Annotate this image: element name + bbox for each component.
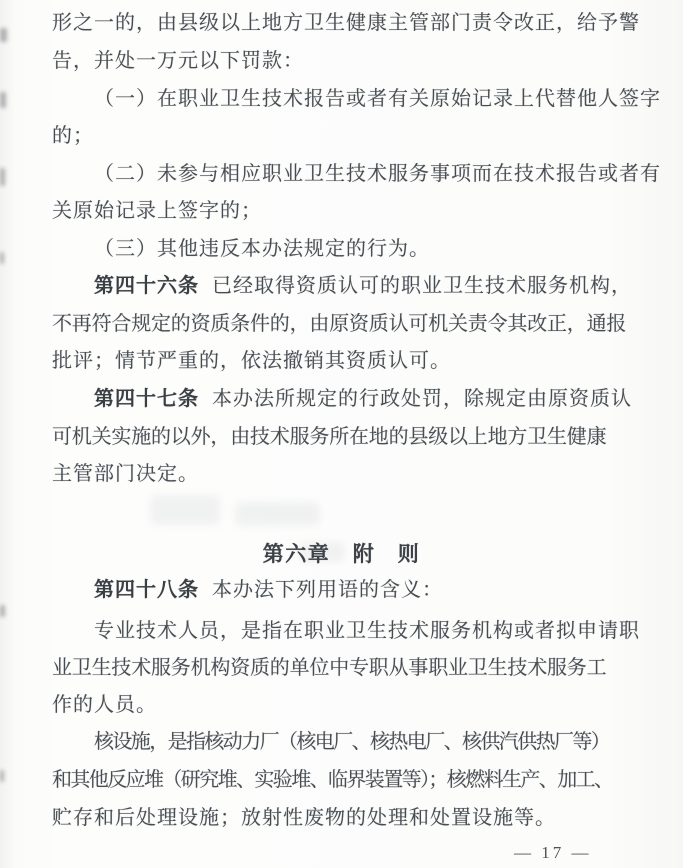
line-text: 本办法下列用语的含义： xyxy=(212,579,443,601)
line-text: （三）其他违反本办法规定的行为。 xyxy=(94,238,430,260)
text-line xyxy=(52,618,640,644)
scan-smudge xyxy=(0,770,4,782)
line-text: 已经取得资质认可的职业卫生技术服务机构， xyxy=(212,275,632,297)
page-number: — 17 — xyxy=(514,843,592,862)
line-text: 贮存和后处理设施；放射性废物的处理和处置设施等。 xyxy=(52,807,556,829)
line-text: 可机关实施的以外，由技术服务所在地的县级以上地方卫生健康 xyxy=(52,426,607,448)
text-line xyxy=(52,311,626,337)
line-text: 关原始记录上签字的； xyxy=(52,200,262,222)
article-number: 第四十八条 xyxy=(94,579,199,601)
line-text: 告，并处一万元以下罚款： xyxy=(52,50,304,72)
text-line xyxy=(52,692,157,718)
text-line xyxy=(52,161,661,187)
bleed-through-mark xyxy=(235,502,320,526)
line-text: 不再符合规定的资质条件的，由原资质认可机关责令其改正，通报 xyxy=(52,313,627,335)
text-line xyxy=(52,348,451,374)
scan-smudge xyxy=(0,92,6,108)
text-line xyxy=(52,236,430,262)
line-text: 本办法所规定的行政处罚，除规定由原资质认 xyxy=(212,388,632,410)
scan-smudge xyxy=(0,28,7,42)
line-text: 主管部门决定。 xyxy=(52,463,199,485)
text-line xyxy=(52,10,640,36)
text-line xyxy=(52,805,556,831)
text-line xyxy=(52,198,262,224)
line-text: 形之一的，由县级以上地方卫生健康主管部门责令改正，给予警 xyxy=(52,12,640,34)
text-line xyxy=(52,48,304,74)
line-text: 和其他反应堆（研究堆、实验堆、临界装置等）；核燃料生产、加工、 xyxy=(52,769,613,791)
article-number: 第四十七条 xyxy=(94,388,199,410)
line-text: （一）在职业卫生技术报告或者有关原始记录上代替他人签字 xyxy=(94,88,661,110)
text-line xyxy=(52,424,606,450)
text-line xyxy=(52,767,612,793)
text-line xyxy=(52,461,199,487)
article-number: 第四十六条 xyxy=(94,275,199,297)
scan-smudge xyxy=(0,168,5,186)
text-line xyxy=(52,273,632,299)
text-line xyxy=(52,729,609,755)
line-text: 作的人员。 xyxy=(52,694,157,716)
text-line xyxy=(52,386,632,412)
line-text: 专业技术人员，是指在职业卫生技术服务机构或者拟申请职 xyxy=(94,620,640,642)
text-line xyxy=(52,123,94,149)
chapter-heading: 第六章 附 则 xyxy=(262,542,421,566)
text-line xyxy=(52,577,443,603)
text-line xyxy=(52,655,606,681)
line-text: （二）未参与相应职业卫生技术服务事项而在技术报告或者有 xyxy=(94,163,661,185)
scan-smudge xyxy=(0,252,4,264)
bleed-through-mark xyxy=(150,495,220,525)
line-text: 批评；情节严重的，依法撤销其资质认可。 xyxy=(52,350,451,372)
line-text: 核设施，是指核动力厂（核电厂、核热电厂、核供汽供热厂等） xyxy=(94,731,610,753)
line-text: 的； xyxy=(52,125,94,147)
text-line xyxy=(52,86,661,112)
scan-smudge xyxy=(0,605,5,617)
line-text: 业卫生技术服务机构资质的单位中专职从事职业卫生技术服务工 xyxy=(52,657,607,679)
